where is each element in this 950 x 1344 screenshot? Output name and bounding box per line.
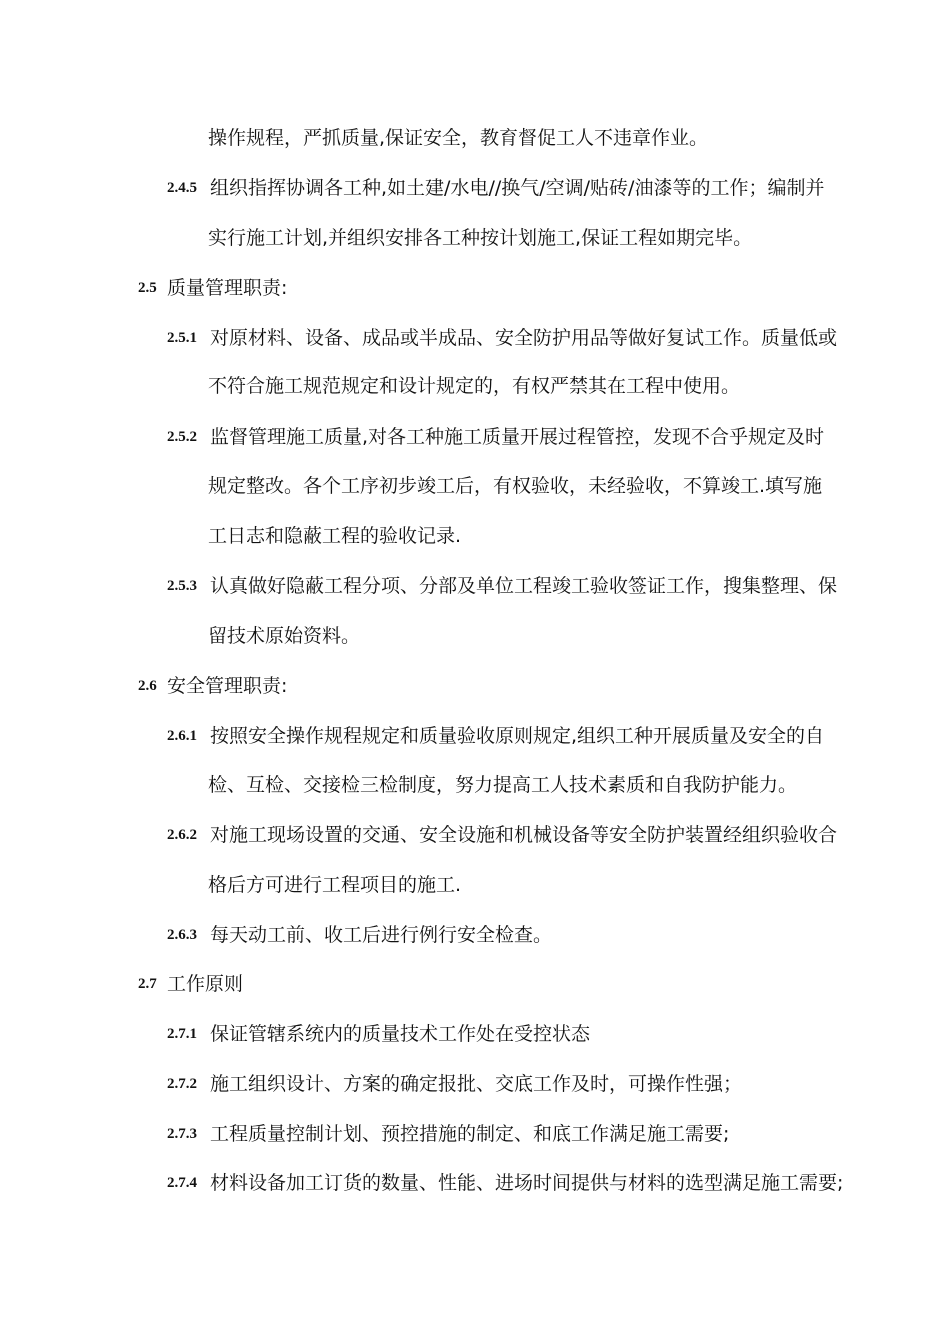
section-number: 2.6 [138,678,157,694]
paragraph-line: 实行施工计划,并组织安排各工种按计划施工,保证工程如期完毕。 [208,227,753,249]
paragraph-line: 操作规程，严抓质量,保证安全，教育督促工人不违章作业。 [208,127,709,149]
paragraph-line: 对施工现场设置的交通、安全设施和机械设备等安全防护装置经组织验收合 [210,824,838,846]
paragraph-line: 工日志和隐蔽工程的验收记录. [208,525,462,547]
paragraph-line: 组织指挥协调各工种,如土建/水电//换气/空调/贴砖/油漆等的工作；编制并 [210,177,825,199]
paragraph-line: 施工组织设计、方案的确定报批、交底工作及时，可操作性强； [210,1073,743,1095]
section-heading: 安全管理职责: [167,675,288,697]
paragraph-line: 规定整改。各个工序初步竣工后，有权验收，未经验收，不算竣工.填写施 [208,475,823,497]
paragraph-line: 不符合施工规范规定和设计规定的，有权严禁其在工程中使用。 [208,375,741,397]
paragraph-line: 格后方可进行工程项目的施工. [208,874,462,896]
section-number: 2.6.2 [167,827,197,843]
paragraph-line: 按照安全操作规程规定和质量验收原则规定,组织工种开展质量及安全的自 [210,725,825,747]
paragraph-line: 留技术原始资料。 [208,625,361,647]
section-number: 2.5.1 [167,330,197,346]
section-number: 2.7.1 [167,1026,197,1042]
section-number: 2.6.3 [167,927,197,943]
paragraph-line: 材料设备加工订货的数量、性能、进场时间提供与材料的选型满足施工需要; [210,1172,844,1194]
section-number: 2.4.5 [167,180,197,196]
section-number: 2.6.1 [167,728,197,744]
paragraph-line: 工程质量控制计划、预控措施的制定、和底工作满足施工需要; [210,1123,730,1145]
section-number: 2.7.2 [167,1076,197,1092]
paragraph-line: 对原材料、设备、成品或半成品、安全防护用品等做好复试工作。质量低或 [210,327,838,349]
paragraph-line: 监督管理施工质量,对各工种施工质量开展过程管控，发现不合乎规定及时 [210,426,825,448]
paragraph-line: 检、互检、交接检三检制度，努力提高工人技术素质和自我防护能力。 [208,774,798,796]
section-number: 2.5 [138,280,157,296]
section-number: 2.5.2 [167,429,197,445]
section-heading: 质量管理职责: [167,277,288,299]
section-number: 2.5.3 [167,578,197,594]
section-heading: 工作原则 [167,973,244,995]
section-number: 2.7.4 [167,1175,197,1191]
paragraph-line: 保证管辖系统内的质量技术工作处在受控状态 [210,1023,591,1045]
section-number: 2.7.3 [167,1126,197,1142]
paragraph-line: 认真做好隐蔽工程分项、分部及单位工程竣工验收签证工作，搜集整理、保 [210,575,838,597]
section-number: 2.7 [138,976,157,992]
paragraph-line: 每天动工前、收工后进行例行安全检查。 [210,924,553,946]
